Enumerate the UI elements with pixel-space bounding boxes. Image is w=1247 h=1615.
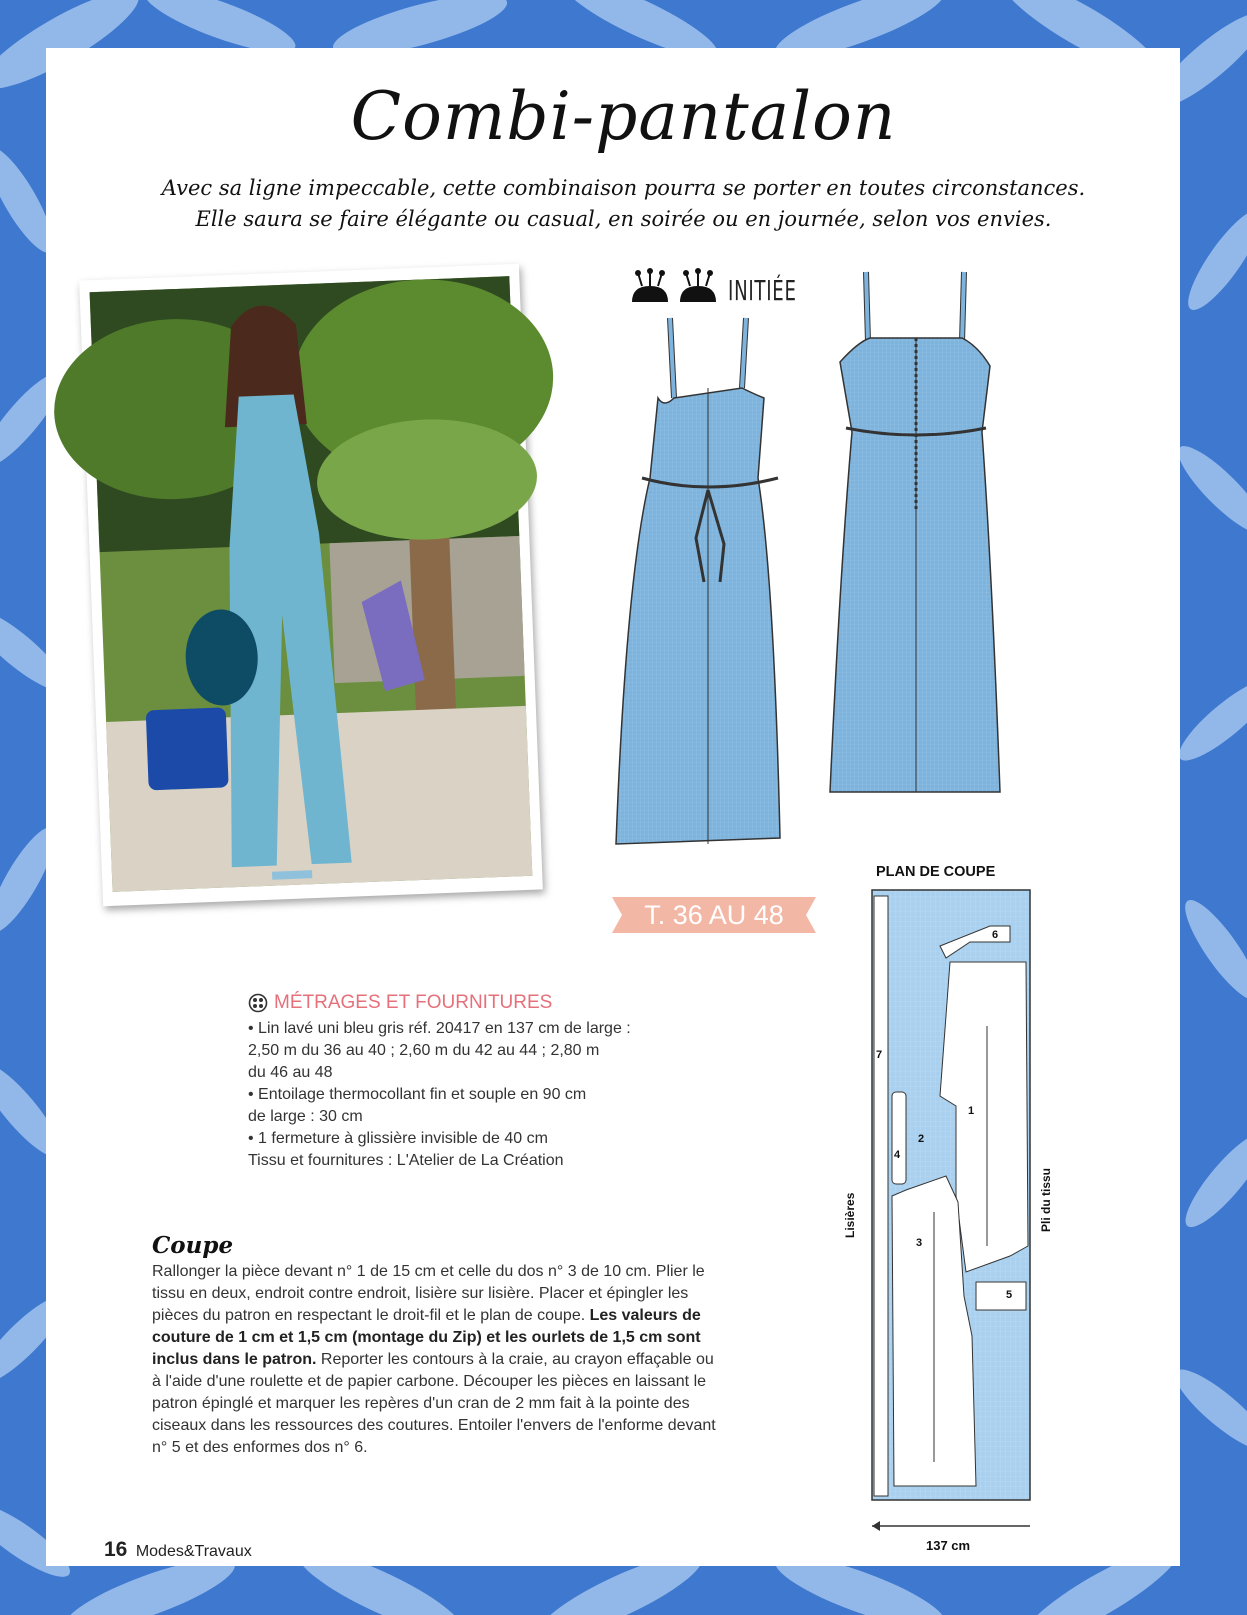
supplies-line: du 46 au 48: [248, 1064, 333, 1081]
supplies-line: de large : 30 cm: [248, 1108, 363, 1125]
supplies-line: 2,50 m du 36 au 40 ; 2,60 m du 42 au 44 ; 2,80 m: [248, 1042, 600, 1059]
piece-5: [976, 1282, 1026, 1310]
magazine-name: Modes&Travaux: [135, 1543, 252, 1560]
model-photo: [90, 276, 533, 892]
supplies-heading: [248, 992, 718, 1014]
fold-label: Pli du tissu: [1039, 1167, 1053, 1232]
pincushion-icon: [628, 268, 724, 308]
front-view-sketch: [612, 318, 812, 878]
piece-label-3: 3: [916, 1237, 923, 1249]
cutting-section: [152, 1232, 722, 1459]
size-range-badge: [606, 893, 822, 937]
difficulty-label: INITIÉE: [728, 274, 797, 307]
intro-line-1: Avec sa ligne impeccable, cette combinaison pourra se porter en toutes circonstances.: [161, 176, 1086, 200]
cutting-heading: Coupe: [152, 1232, 234, 1259]
cutting-plan-title: PLAN DE COUPE: [876, 864, 996, 880]
piece-4: [892, 1092, 906, 1184]
size-range-label: T. 36 AU 48: [644, 900, 784, 930]
supplies-heading-text: MÉTRAGES ET FOURNITURES: [274, 992, 553, 1013]
piece-7: [874, 896, 888, 1496]
supplies-line: • Lin lavé uni bleu gris réf. 20417 en 137 cm de large :: [248, 1020, 631, 1037]
piece-label-2: 2: [918, 1133, 925, 1145]
cutting-plan: [843, 864, 1060, 1553]
intro-line-2: Elle saura se faire élégante ou casual, en soirée ou en journée, selon vos envies.: [195, 207, 1052, 231]
piece-label-5: 5: [1006, 1289, 1013, 1301]
button-icon: [248, 993, 268, 1013]
cutting-instructions: [152, 1261, 722, 1459]
supplies-line: • Entoilage thermocollant fin et souple en 90 cm: [248, 1086, 587, 1103]
cutting-text-part: Rallonger la pièce devant n° 1 de 15 cm et celle du dos n° 3 de 10 cm. Plier le tissu en deux, endroit contre endroit, lisière sur lisière. Placer et épingler les pièces du patron en respectant le droit-fil et le plan de coupe.: [152, 1263, 705, 1324]
cutting-text-part: Reporter les contours à la craie, au crayon effaçable ou à l'aide d'une roulette et de papier carbone. Découper les pièces en laissant le patron épinglé et marquer les repères d'un cran de 2 mm fait à la pointe des ciseaux dans les ressources des coutures. Entoiler l'envers de l'enforme devant n° 5 et des enformes dos n° 6.: [152, 1351, 716, 1456]
piece-label-4: 4: [894, 1149, 901, 1161]
supplies-line: Tissu et fournitures : L'Atelier de La Création: [248, 1152, 564, 1169]
page-number: 16: [104, 1538, 128, 1561]
cutting-text-bold: Les valeurs de couture de 1 cm et 1,5 cm (montage du Zip) et les ourlets de 1,5 cm sont inclus dans le patron.: [152, 1307, 701, 1368]
piece-label-1: 1: [968, 1105, 975, 1117]
model-photo-frame: [79, 264, 543, 906]
fabric-width-label: 137 cm: [926, 1538, 971, 1553]
selvage-label: Lisières: [843, 1192, 857, 1238]
difficulty-rating: [628, 268, 797, 312]
page-title: Combi-pantalon: [350, 78, 897, 155]
page-footer: [104, 1538, 252, 1562]
piece-label-6: 6: [992, 929, 999, 941]
supplies-section: [248, 992, 718, 1172]
piece-label-7: 7: [876, 1049, 883, 1061]
supplies-line: • 1 fermeture à glissière invisible de 40 cm: [248, 1130, 548, 1147]
back-view-sketch: [830, 272, 1030, 832]
